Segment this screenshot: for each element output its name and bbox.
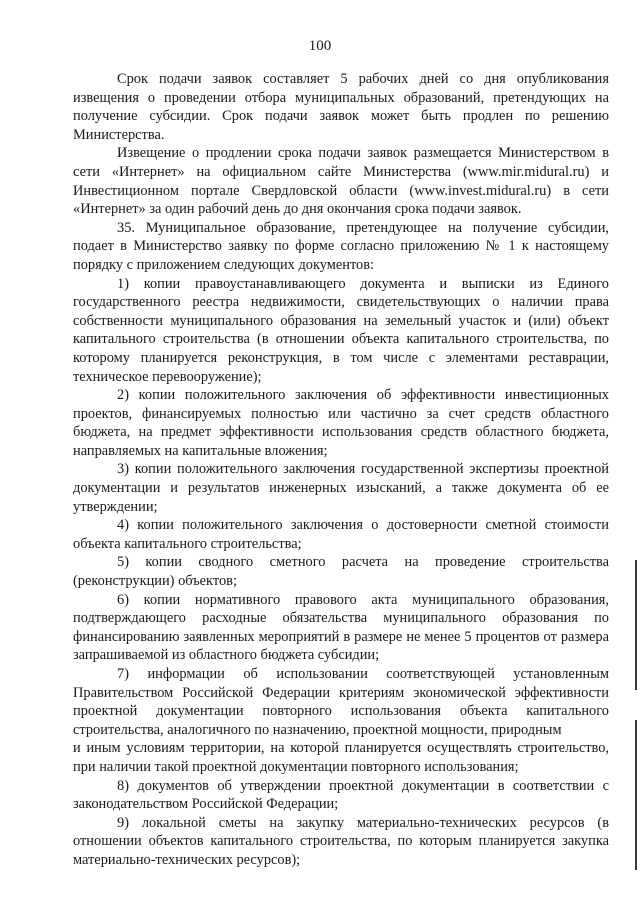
list-item-2: 2) копии положительного заключения об эффективности инвестиционных проектов, финансируемых полностью или частично за счет средств областного бюджета, на предмет эффективности использования средств областного бюджета, направляемых на капитальные вложения; bbox=[73, 387, 609, 459]
list-item-9: 9) локальной сметы на закупку материально-технических ресурсов (в отношении объектов капитального строительства, по которым планируется закупка материально-технических ресурсов); bbox=[73, 814, 609, 868]
paragraph-item-35: 35. Муниципальное образование, претендующее на получение субсидии, подает в Министерство заявку по форме согласно приложению № 1 к настоящему порядку с приложением следующих документов: bbox=[73, 219, 609, 273]
scan-edge-mark bbox=[635, 720, 637, 870]
document-body bbox=[73, 70, 609, 870]
list-item-4: 4) копии положительного заключения о достоверности сметной стоимости объекта капитального строительства; bbox=[73, 517, 609, 552]
paragraph-deadline-extension: Извещение о продлении срока подачи заявок размещается Министерством в сети «Интернет» на официальном сайте Министерства (www.mir.midural.ru) и Инвестиционном портале Свердловской области (www.invest.midural.ru) в сети «Интернет» за один рабочий день до дня окончания срока подачи заявок. bbox=[73, 145, 609, 218]
list-item-7: 7) информации об использовании соответствующей установленным Правительством Российской Федерации критериям экономической эффективности проектной документации повторного использования объекта капитального строительства, аналогичного по назначению, проектной мощности, природным bbox=[73, 666, 609, 738]
list-item-5: 5) копии сводного сметного расчета на проведение строительства (реконструкции) объектов; bbox=[73, 554, 609, 590]
page-number: 100 bbox=[308, 38, 332, 54]
list-item-6: 6) копии нормативного правового акта муниципального образования, подтверждающего расходные обязательства муниципального образования по финансированию заявленных мероприятий в размере не менее 5 процентов от размера запрашиваемой из областного бюджета субсидии; bbox=[73, 591, 609, 664]
scan-edge-mark bbox=[635, 560, 637, 690]
list-item-3: 3) копии положительного заключения государственной экспертизы проектной документации и результатов инженерных изысканий, а также документа об ее утверждении; bbox=[73, 461, 609, 515]
list-item-1: 1) копии правоустанавливающего документа и выписки из Единого государственного реестра недвижимости, свидетельствующих о наличии права собственности муниципального образования на земельный участок и (или) объект капитального строительства (в отношении объекта капитального строительства, по которому планируется реконструкция, в том числе с элементами реставрации, техническое перевооружение); bbox=[73, 275, 609, 385]
paragraph-submission-deadline: Срок подачи заявок составляет 5 рабочих дней со дня опубликования извещения о проведении отбора муниципальных образований, претендующих на получение субсидии. Срок подачи заявок может быть продлен по решению Министерства. bbox=[73, 71, 609, 143]
list-item-7-continuation: и иным условиям территории, на которой планируется осуществлять строительство, при наличии такой проектной документации повторного использования; bbox=[73, 740, 609, 775]
list-item-8: 8) документов об утверждении проектной документации в соответствии с законодательством Российской Федерации; bbox=[73, 777, 609, 813]
